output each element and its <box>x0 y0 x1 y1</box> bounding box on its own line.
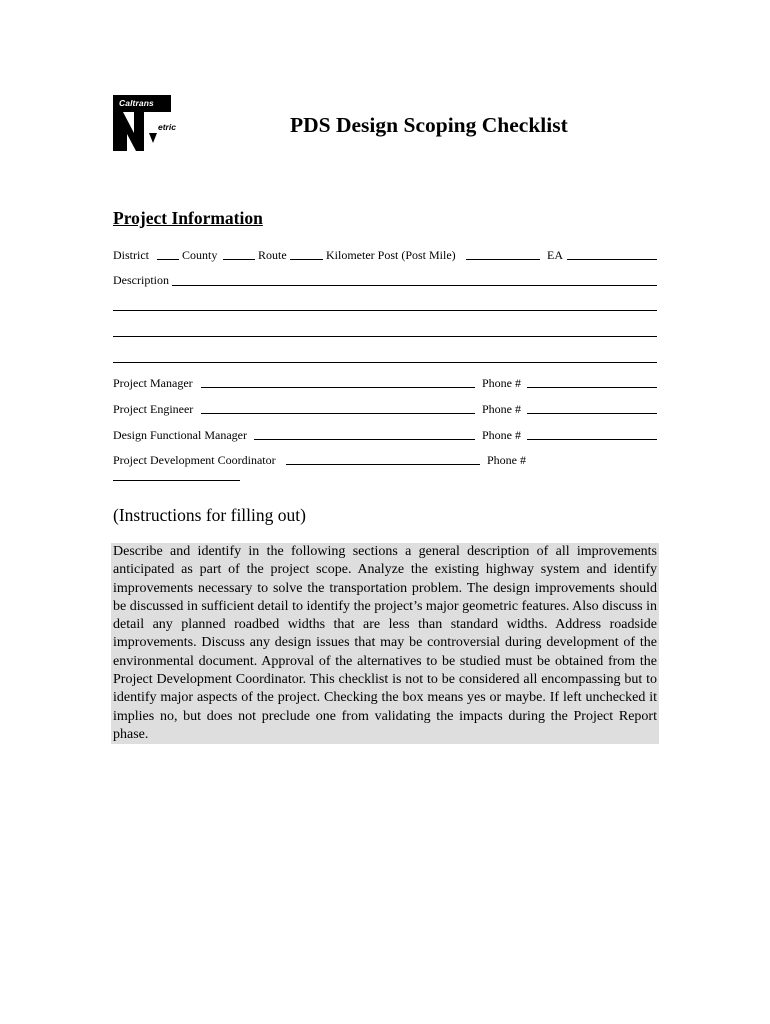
district-field[interactable] <box>157 259 179 260</box>
page-title: PDS Design Scoping Checklist <box>290 113 568 137</box>
logo-caltrans-text: Caltrans <box>119 98 154 108</box>
kilometer-post-label: Kilometer Post (Post Mile) <box>326 248 456 262</box>
project-development-coordinator-phone-label: Phone # <box>487 453 526 467</box>
instructions-heading: (Instructions for filling out) <box>113 505 306 525</box>
ea-field[interactable] <box>567 259 657 260</box>
district-label: District <box>113 248 149 262</box>
project-engineer-phone-label: Phone # <box>482 402 521 416</box>
design-functional-manager-phone-field[interactable] <box>527 439 657 440</box>
county-label: County <box>182 248 218 262</box>
design-functional-manager-label: Design Functional Manager <box>113 428 247 442</box>
project-manager-field[interactable] <box>201 387 475 388</box>
design-functional-manager-phone-label: Phone # <box>482 428 521 442</box>
project-manager-label: Project Manager <box>113 376 193 390</box>
project-information-heading: Project Information <box>113 208 263 228</box>
description-field[interactable] <box>172 285 657 286</box>
kilometer-post-field[interactable] <box>466 259 540 260</box>
route-field[interactable] <box>290 259 323 260</box>
description-line-3[interactable] <box>113 336 657 337</box>
project-engineer-label: Project Engineer <box>113 402 194 416</box>
project-development-coordinator-field[interactable] <box>286 464 480 465</box>
description-label: Description <box>113 273 169 287</box>
county-field[interactable] <box>223 259 255 260</box>
description-line-4[interactable] <box>113 362 657 363</box>
design-functional-manager-field[interactable] <box>254 439 475 440</box>
route-label: Route <box>258 248 287 262</box>
project-manager-phone-field[interactable] <box>527 387 657 388</box>
project-engineer-field[interactable] <box>201 413 475 414</box>
ea-label: EA <box>547 248 563 262</box>
description-line-2[interactable] <box>113 310 657 311</box>
instructions-body: Describe and identify in the following sections a general description of all improvements anticipated as part of the project scope. Analyze the existing highway system and identify improvements necessary to solve the transportation problem. The design improvements should be discussed in sufficient detail to identify the project’s major geometric features. Also discuss in detail any planned roadbed widths that are less than standard widths. Address roadside improvements. Discuss any design issues that may be controversial during development of the environmental document. Approval of the alternatives to be studied must be obtained from the Project Development Coordinator. This checklist is not to be considered all encompassing but to identify major aspects of the project. Checking the box means yes or maybe. If left unchecked it implies no, but does not preclude one from validating the impacts during the Project Report phase. <box>113 544 657 742</box>
project-manager-phone-label: Phone # <box>482 376 521 390</box>
caltrans-metric-logo <box>113 95 176 151</box>
project-development-coordinator-phone-field[interactable] <box>113 480 240 481</box>
logo-etric-text: etric <box>158 122 176 132</box>
project-engineer-phone-field[interactable] <box>527 413 657 414</box>
project-development-coordinator-label: Project Development Coordinator <box>113 453 276 467</box>
